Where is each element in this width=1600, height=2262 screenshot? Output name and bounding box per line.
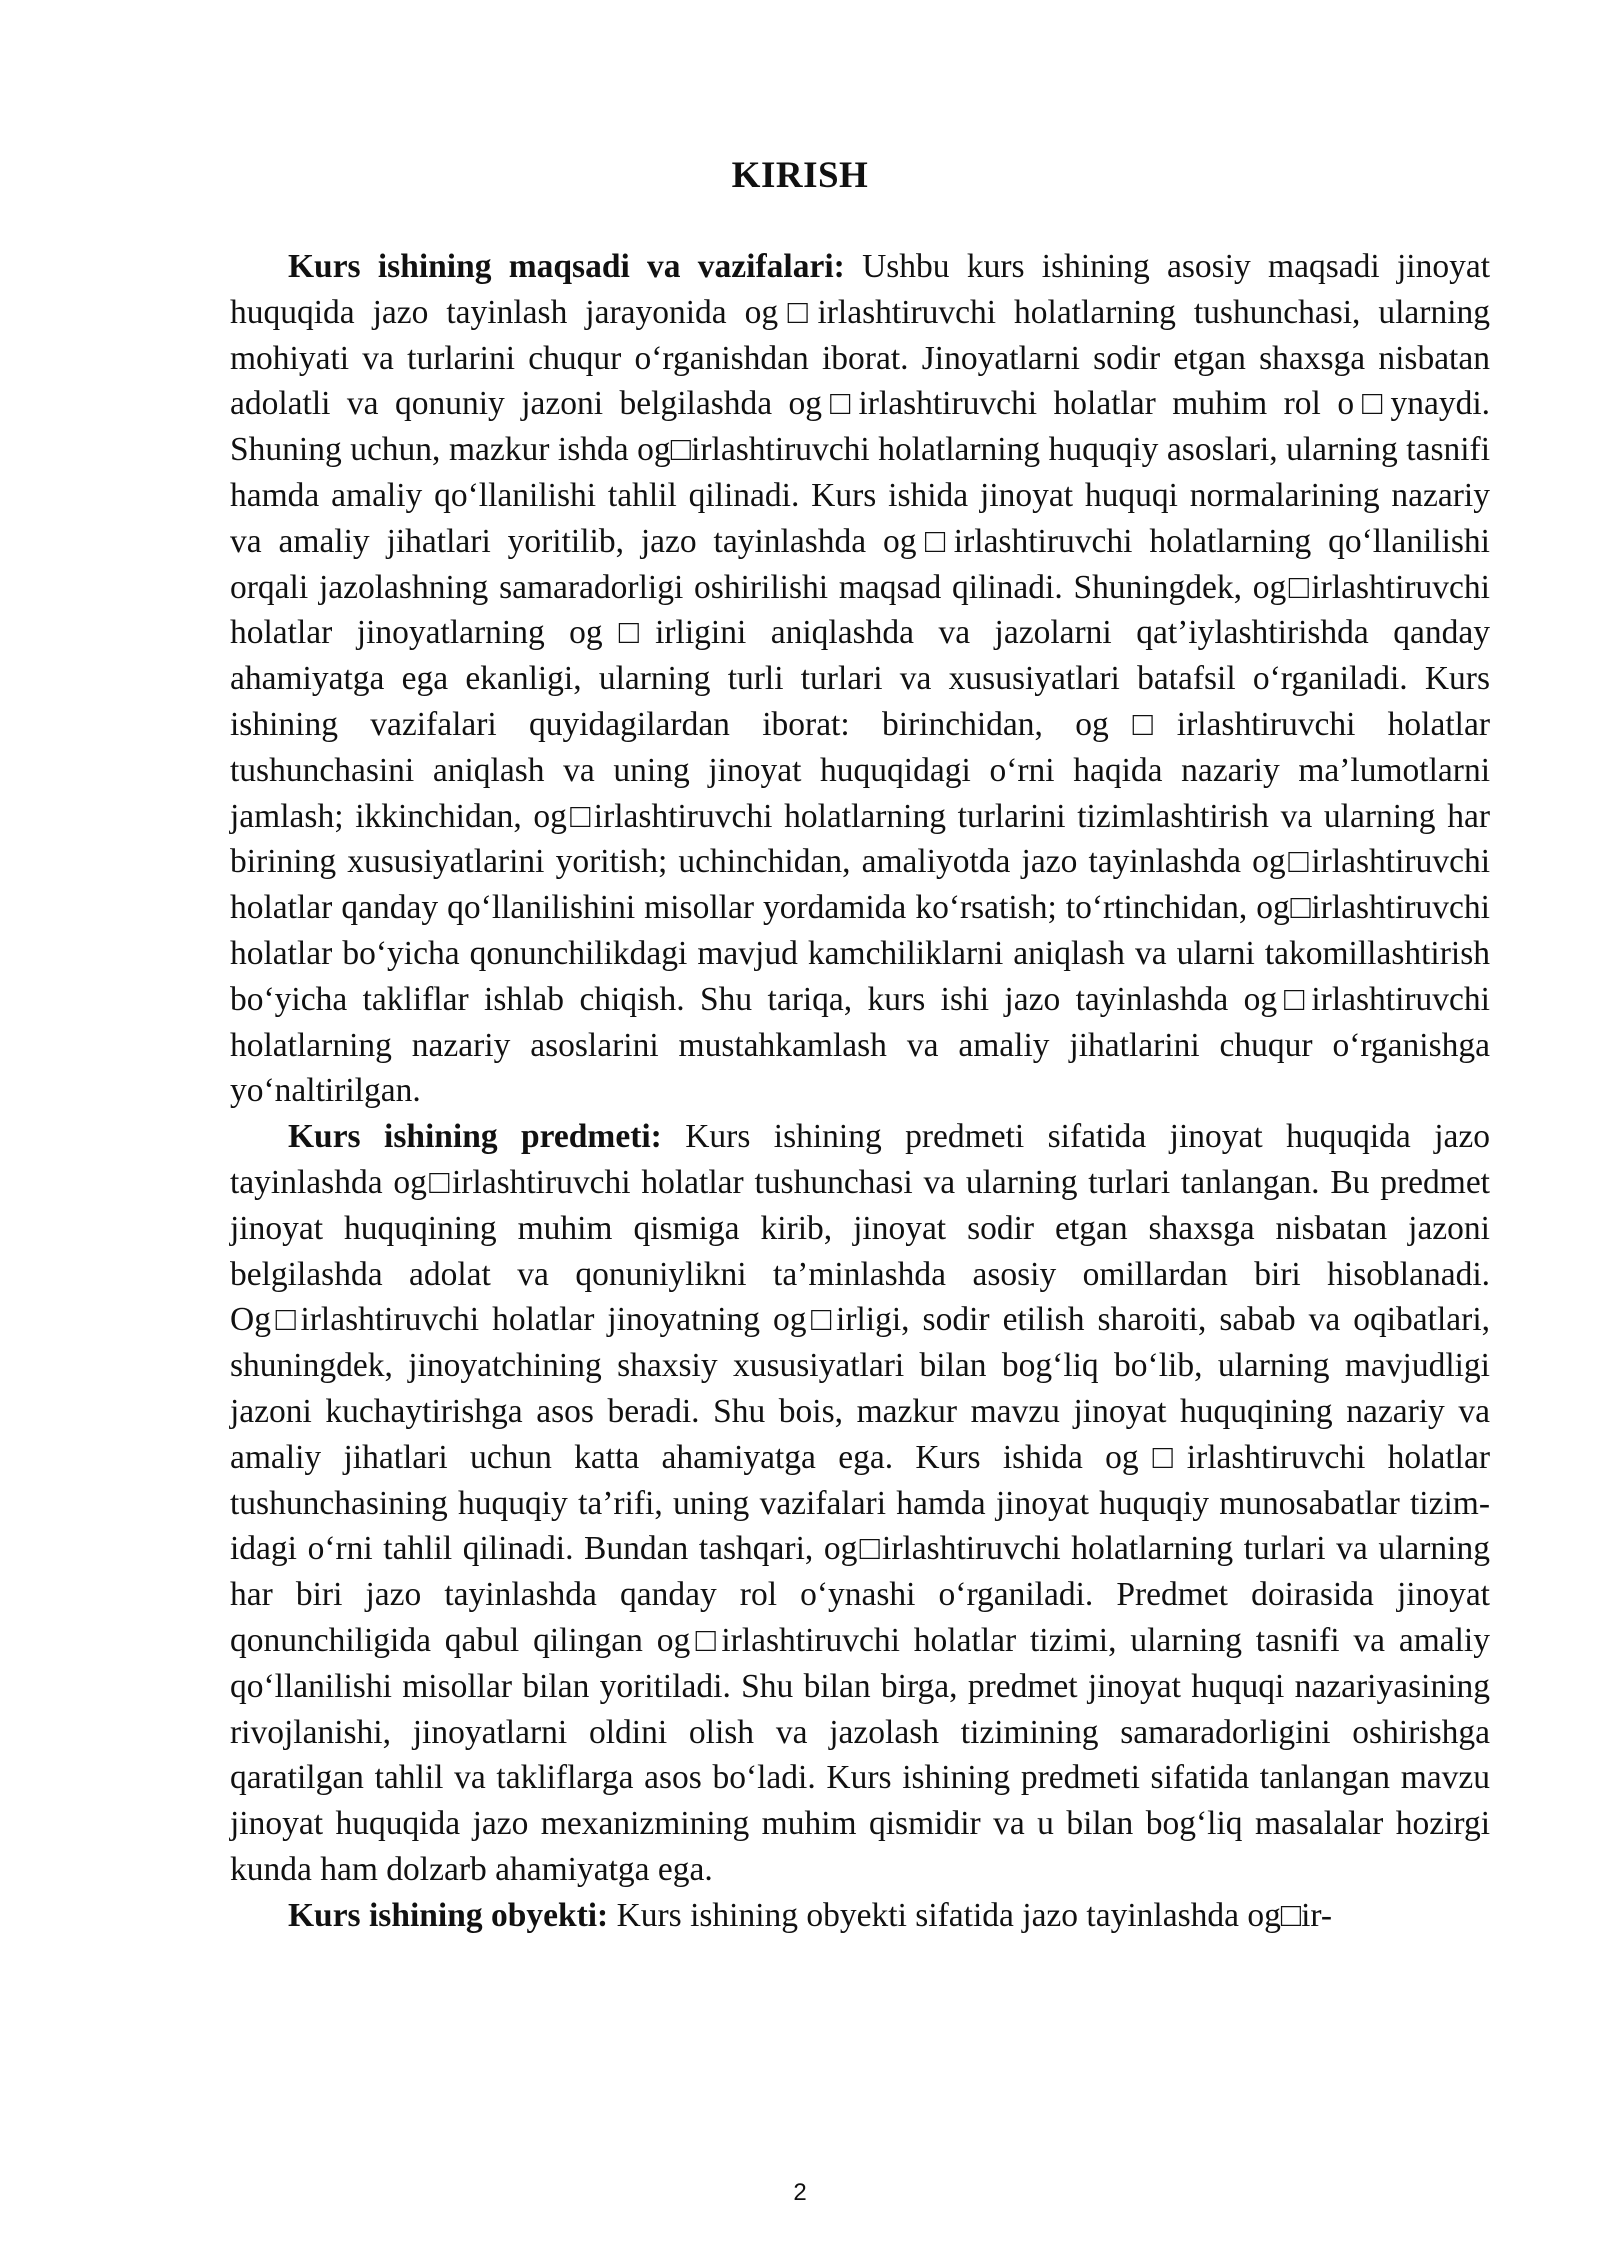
body-text [230, 244, 1490, 1938]
paragraph-goals [230, 244, 1490, 1114]
paragraph-body: Kurs ishining obyekti sifatida jazo tayinlashda og□ir- [616, 1896, 1333, 1934]
paragraph-body: Kurs ishining predmeti sifatida jinoyat huquqida jazo tayinlashda og□irlashtiruvchi holatlar tushunchasi va ularning turlari tanlangan. Bu predmet jinoyat huquqining muhim qismiga kirib, jinoyat sodir etgan shaxsga nisbatan jazoni belgilashda adolat va qonuniylikni ta’minlashda asosiy omillardan biri hisoblanadi. Og□irlashtiruvchi holatlar jinoyatning og□irligi, sodir etilish sharoiti, sabab va oqibatlari, shuningdek, jinoyatchining shaxsiy xususiyatlari bilan bog‘liq bo‘lib, ularning mavjudligi jazoni kuchaytirishga asos beradi. Shu bois, mazkur mavzu jinoyat huquqining nazariy va amaliy jihatlari uchun katta ahamiyatga ega. Kurs ishida og□irlashtiruvchi holatlar tushunchasining huquqiy ta’rifi, uning vazifalari hamda jinoyat huquqiy munosabatlar tizimidagi o‘rni tahlil qilinadi. Bundan tashqari, og□irlashtiruvchi holatlarning turlari va ularning har biri jazo tayinlashda qanday rol o‘ynashi o‘rganiladi. Predmet doirasida jinoyat qonunchiligida qabul qilingan og□irlashtiruvchi holatlar tizimi, ularning tasnifi va amaliy qo‘llanilishi misollar bilan yoritiladi. Shu bilan birga, predmet jinoyat huquqi nazariyasining rivojlanishi, jinoyatlarni oldini olish va jazolash tizimining samaradorligini oshirishga qaratilgan tahlil va takliflarga asos bo‘ladi. Kurs ishining predmeti sifatida tanlangan mavzu jinoyat huquqida jazo mexanizmining muhim qismidir va u bilan bog‘liq masalalar hozirgi kunda ham dolzarb ahamiyatga ega. [230, 1118, 1490, 1888]
paragraph-lead: Kurs ishining predmeti: [288, 1118, 662, 1156]
paragraph-object [230, 1893, 1490, 1939]
paragraph-lead: Kurs ishining maqsadi va vazifalari: [288, 248, 845, 285]
paragraph-subject [230, 1114, 1490, 1893]
page-number: 2 [793, 2179, 807, 2206]
page-title: KIRISH [731, 155, 869, 196]
paragraph-lead: Kurs ishining obyekti: [288, 1896, 609, 1934]
paragraph-body: Ushbu kurs ishining asosiy maqsadi jinoyat huquqida jazo tayinlash jarayonida og□irlashtiruvchi holatlarning tushunchasi, ularning mohiyati va turlarini chuqur o‘rganishdan iborat. Jinoyatlarni sodir etgan shaxsga nisbatan adolatli va qonuniy jazoni belgilashda og□irlashtiruvchi holatlar muhim rol o□ynaydi. Shuning uchun, mazkur ishda og□irlashtiruvchi holatlarning huquqiy asoslari, ularning tasnifi hamda amaliy qo‘llanilishi tahlil qilinadi. Kurs ishida jinoyat huquqi normalarining nazariy va amaliy jihatlari yoritilib, jazo tayinlashda og□irlashtiruvchi holatlarning qo‘llanilishi orqali jazolashning samaradorligi oshirilishi maqsad qilinadi. Shuningdek, og□irlashtiruvchi holatlar jinoyatlarning og□irligini aniqlashda va jazolarni qat’iylashtirishda qanday ahamiyatga ega ekanligi, ularning turli turlari va xususiyatlari batafsil o‘rganiladi. Kurs ishining vazifalari quyidagilardan iborat: birinchidan, og□irlashtiruvchi holatlar tushunchasini aniqlash va uning jinoyat huquqidagi o‘rni haqida nazariy ma’lumotlarni jamlash; ikkinchidan, og□irlashtiruvchi holatlarning turlarini tizimlashtirish va ularning har birining xususiyatlarini yoritish; uchinchidan, amaliyotda jazo tayinlashda og□irlashtiruvchi holatlar qanday qo‘llanilishini misollar yordamida ko‘rsatish; to‘rtinchidan, og□irlashtiruvchi holatlar bo‘yicha qonunchilikdagi mavjud kamchiliklarni aniqlash va ularni takomillashtirish bo‘yicha takliflar ishlab chiqish. Shu tariqa, kurs ishi jazo tayinlashda og□irlashtiruvchi holatlarning nazariy asoslarini mustahkamlash va amaliy jihatlarini chuqur o‘rganishga yo‘naltirilgan. [230, 248, 1490, 1110]
